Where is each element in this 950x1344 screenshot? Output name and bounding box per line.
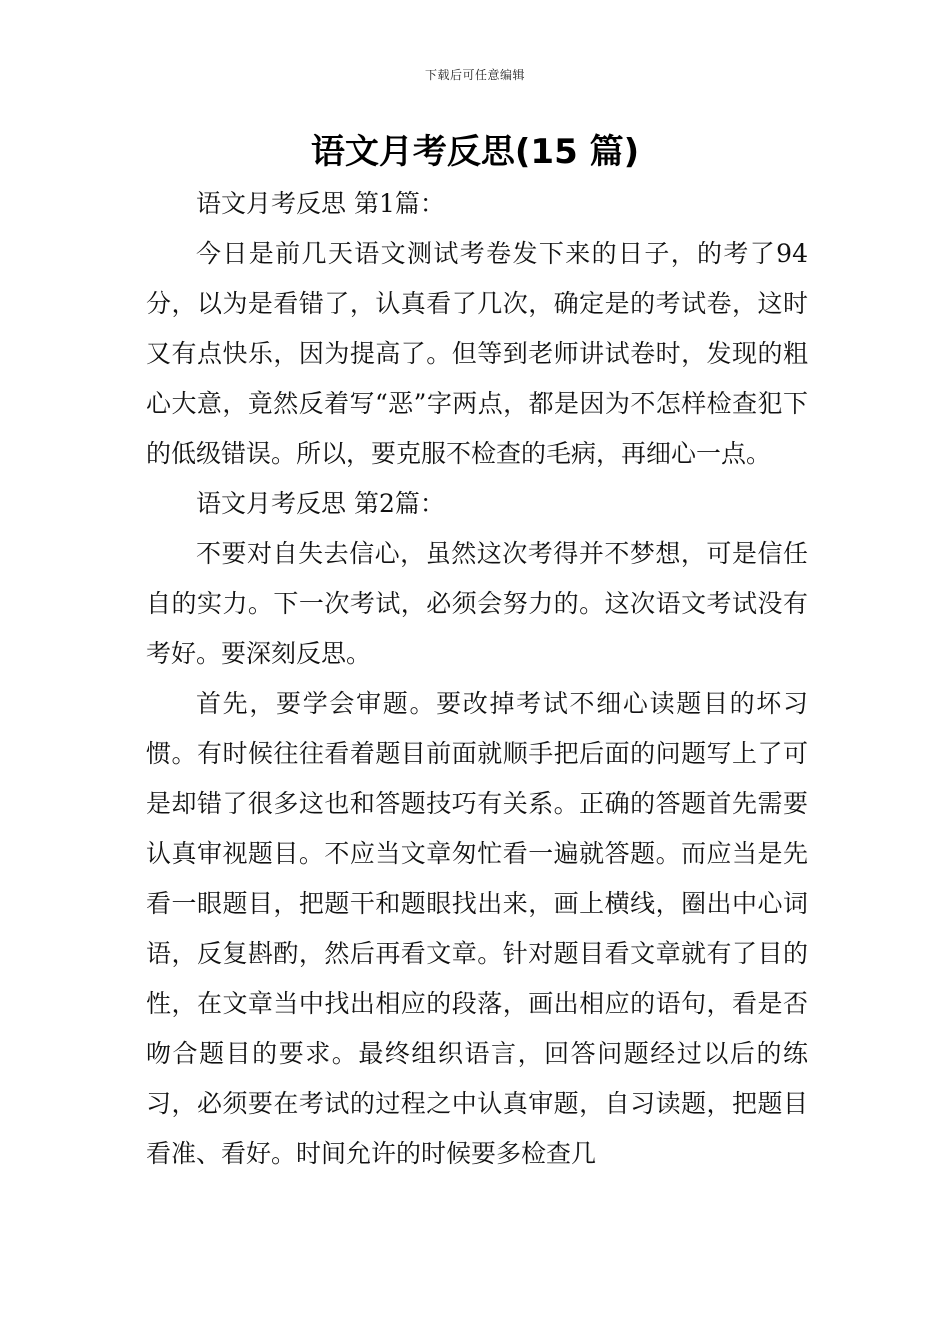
paragraph-2: 不要对自失去信心，虽然这次考得并不梦想，可是信任自的实力。下一次考试，必须会努力的。这次语文考试没有考好。要深刻反思。 xyxy=(146,539,808,668)
section-heading-1: 语文月考反思 第1篇： xyxy=(196,189,445,218)
paragraph-3: 首先，要学会审题。要改掉考试不细心读题目的坏习惯。有时候往往看着题目前面就顺手把后面的问题写上了可是却错了很多这也和答题技巧有关系。正确的答题首先需要认真审视题目。不应当文章匆忙看一遍就答题。而应当是先看一眼题目，把题干和题眼找出来，画上横线，圈出中心词语，反复斟酌，然后再看文章。针对题目看文章就有了目的性，在文章当中找出相应的段落，画出相应的语句，看是否吻合题目的要求。最终组织语言，回答问题经过以后的练习，必须要在考试的过程之中认真审题，自习读题，把题目看准、看好。时间允许的时候要多检查几 xyxy=(146,689,808,1168)
paragraph-1: 今日是前几天语文测试考卷发下来的日子，的考了94分，以为是看错了，认真看了几次，确定是的考试卷，这时又有点快乐，因为提高了。但等到老师讲试卷时，发现的粗心大意，竟然反着写“恶”字两点，都是因为不怎样检查犯下的低级错误。所以，要克服不检查的毛病，再细心一点。 xyxy=(146,239,808,468)
document-body xyxy=(146,179,808,1179)
header-note: 下载后可任意编辑 xyxy=(424,68,525,82)
document-title: 语文月考反思(15 篇) xyxy=(310,132,640,172)
section-heading-2: 语文月考反思 第2篇： xyxy=(196,489,445,518)
